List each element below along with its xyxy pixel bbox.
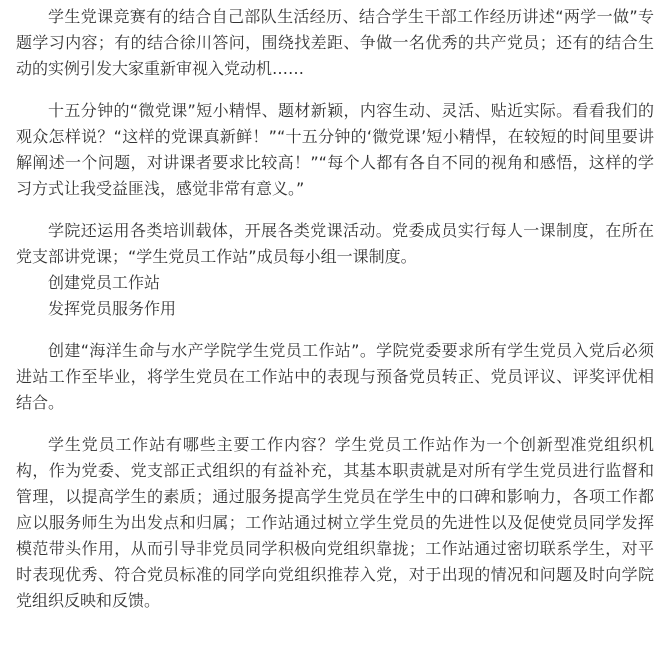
paragraph-micro-party-lecture: 十五分钟的“微党课”短小精悍、题材新颖，内容生动、灵活、贴近实际。看看我们的观众怎样说？“这样的党课真新鲜！”“十五分钟的‘微党课’短小精悍，在较短的时间里要讲解阐述一个问题，对讲课者要求比较高！”“每个人都有各自不同的视角和感悟，这样的学习方式让我受益匪浅，感觉非常有意义。” [16, 101, 654, 198]
section-heading-workstation: 创建党员工作站 [48, 273, 161, 292]
paragraph-training-carriers: 学院还运用各类培训载体，开展各类党课活动。党委成员实行每人一课制度，在所在党支部讲党课；“学生党员工作站”成员每小组一课制度。 [16, 221, 654, 266]
section-heading-service-role: 发挥党员服务作用 [48, 299, 177, 318]
paragraph-create-workstation: 创建“海洋生命与水产学院学生党员工作站”。学院党委要求所有学生党员入党后必须进站工作至毕业，将学生党员在工作站中的表现与预备党员转正、党员评议、评奖评优相结合。 [16, 341, 654, 412]
paragraph-party-lecture-contest: 学生党课竞赛有的结合自己部队生活经历、结合学生干部工作经历讲述“两学一做”专题学习内容；有的结合徐川答问，围绕找差距、争做一名优秀的共产党员；还有的结合生动的实例引发大家重新审视入党动机…… [16, 7, 654, 78]
paragraph-workstation-duties: 学生党员工作站有哪些主要工作内容？学生党员工作站作为一个创新型准党组织机构，作为党委、党支部正式组织的有益补充，其基本职责就是对所有学生党员进行监督和管理，以提高学生的素质；通过服务提高学生党员在学生中的口碑和影响力，各项工作都应以服务师生为出发点和归属；工作站通过树立学生党员的先进性以及促使党员同学发挥模范带头作用，从而引导非党员同学积极向党组织靠拢；工作站通过密切联系学生，对平时表现优秀、符合党员标准的同学向党组织推荐入党，对于出现的情况和问题及时向学院党组织反映和反馈。 [16, 435, 654, 610]
